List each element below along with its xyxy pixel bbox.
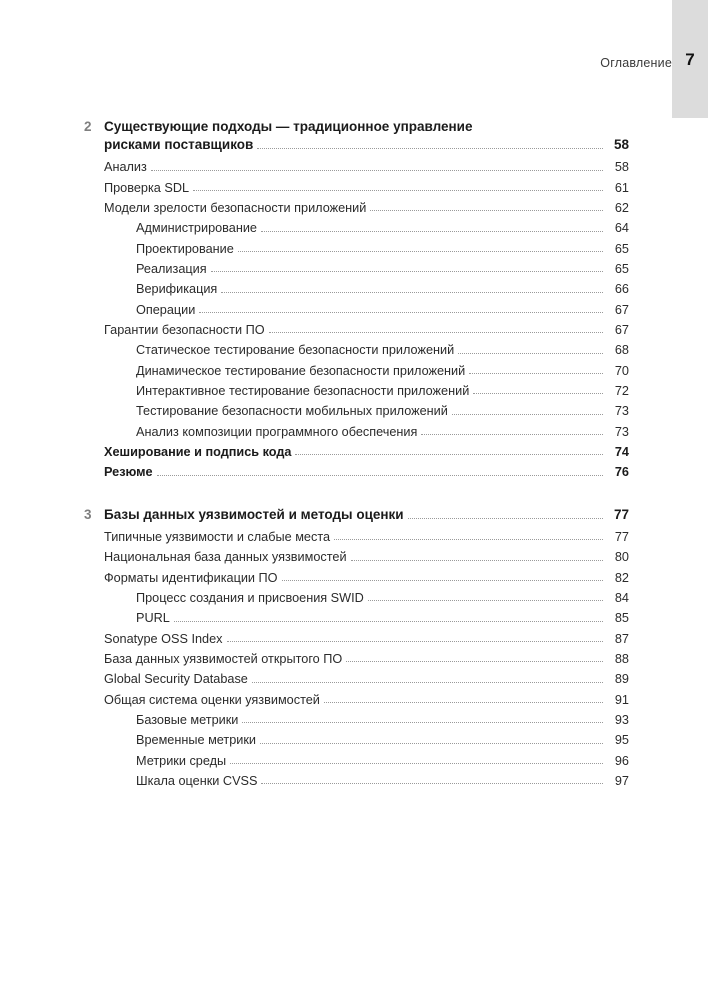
toc-entry-label: Метрики среды [136, 753, 227, 768]
toc-entry-label: Национальная база данных уязвимостей [104, 550, 347, 565]
leader-dots [295, 453, 603, 455]
toc-entry-page: 72 [614, 384, 629, 399]
leader-dots [261, 230, 603, 232]
toc-entry-page: 66 [614, 282, 629, 297]
leader-dots [238, 250, 603, 252]
toc-entry[interactable] [104, 551, 629, 564]
toc-entry[interactable] [104, 694, 629, 707]
toc-entry-label: Общая система оценки уязвимостей [104, 692, 320, 707]
toc-entry[interactable] [104, 182, 629, 195]
toc-entry-page: 61 [614, 180, 629, 195]
chapter-page: 77 [613, 506, 629, 522]
leader-dots [269, 331, 603, 333]
toc-entry[interactable] [104, 161, 629, 174]
chapter-number: 3 [84, 506, 92, 522]
leader-dots [452, 413, 603, 415]
chapter-title: Существующие подходы — традиционное управление [104, 119, 473, 134]
toc-entry-page: 64 [614, 221, 629, 236]
toc-entry-page: 74 [614, 445, 629, 460]
leader-dots [211, 270, 603, 272]
table-of-contents [84, 118, 629, 795]
toc-entry-label: Форматы идентификации ПО [104, 570, 278, 585]
leader-dots [151, 169, 603, 171]
toc-entry-page: 96 [614, 753, 629, 768]
leader-dots [261, 782, 603, 784]
leader-dots [346, 660, 603, 662]
leader-dots [282, 579, 603, 581]
toc-entry[interactable] [136, 283, 629, 296]
toc-entry-label: Интерактивное тестирование безопасности приложений [136, 384, 470, 399]
leader-dots [334, 538, 603, 540]
toc-entry[interactable] [104, 653, 629, 666]
leader-dots [469, 372, 603, 374]
toc-entry-label: Типичные уязвимости и слабые места [104, 529, 331, 544]
toc-entry-label: Процесс создания и присвоения SWID [136, 590, 364, 605]
leader-dots [221, 291, 603, 293]
toc-entry[interactable] [104, 673, 629, 686]
leader-dots [257, 147, 603, 149]
toc-entry-page: 67 [614, 323, 629, 338]
leader-dots [193, 189, 603, 191]
toc-entry-page: 80 [614, 550, 629, 565]
toc-entry-page: 91 [614, 692, 629, 707]
header-running-title [600, 56, 672, 70]
chapter-title-row [104, 506, 629, 524]
toc-entry-page: 87 [614, 631, 629, 646]
toc-entry-label: Хеширование и подпись кода [104, 445, 292, 460]
toc-entry-page: 67 [614, 302, 629, 317]
toc-entry-label: Операции [136, 302, 196, 317]
toc-entry-label: Верификация [136, 282, 218, 297]
chapter-block [84, 118, 629, 480]
leader-dots [242, 721, 603, 723]
toc-entry-label: Sonatype OSS Index [104, 631, 223, 646]
leader-dots [252, 681, 603, 683]
toc-entry[interactable] [104, 324, 629, 337]
toc-entry-page: 68 [614, 343, 629, 358]
leader-dots [174, 620, 603, 622]
toc-entry[interactable] [104, 531, 629, 544]
toc-entry-page: 58 [614, 160, 629, 175]
toc-entry-label: База данных уязвимостей открытого ПО [104, 651, 343, 666]
page-number: 7 [685, 50, 695, 69]
toc-entry[interactable] [136, 243, 629, 256]
leader-dots [324, 701, 603, 703]
leader-dots [199, 311, 603, 313]
leader-dots [458, 352, 603, 354]
toc-entry[interactable] [136, 714, 629, 727]
toc-entry[interactable] [136, 426, 629, 439]
toc-entry-label: Реализация [136, 262, 207, 277]
toc-entry[interactable] [104, 202, 629, 215]
toc-entry-page: 97 [614, 773, 629, 788]
leader-dots [408, 517, 603, 519]
toc-entry-label: Проектирование [136, 241, 234, 256]
toc-entry[interactable] [136, 612, 629, 625]
toc-entry-label: Анализ композиции программного обеспечения [136, 424, 418, 439]
toc-entry-page: 76 [614, 465, 629, 480]
toc-entry-label: Global Security Database [104, 672, 248, 687]
toc-entry-label: PURL [136, 611, 170, 626]
chapter-title-continuation [104, 136, 629, 154]
toc-entry[interactable] [136, 304, 629, 317]
toc-entry-page: 73 [614, 424, 629, 439]
toc-entry[interactable] [136, 344, 629, 357]
leader-dots [351, 559, 603, 561]
toc-entry[interactable] [104, 466, 629, 479]
toc-entry[interactable] [104, 446, 629, 459]
toc-entry-label: Шкала оценки CVSS [136, 773, 258, 788]
toc-entry[interactable] [136, 365, 629, 378]
toc-entry-label: Модели зрелости безопасности приложений [104, 201, 367, 216]
toc-entry-label: Гарантии безопасности ПО [104, 323, 265, 338]
leader-dots [227, 640, 604, 642]
toc-entry[interactable] [136, 592, 629, 605]
toc-entry-page: 70 [614, 363, 629, 378]
toc-entry-page: 82 [614, 570, 629, 585]
toc-entry[interactable] [104, 633, 629, 646]
leader-dots [421, 433, 603, 435]
toc-entry-page: 88 [614, 651, 629, 666]
toc-entry-page: 95 [614, 733, 629, 748]
toc-entry-page: 65 [614, 262, 629, 277]
toc-entry-page: 77 [614, 529, 629, 544]
toc-entry[interactable] [136, 405, 629, 418]
leader-dots [473, 392, 603, 394]
toc-entry-page: 85 [614, 611, 629, 626]
toc-entry-label: Анализ [104, 160, 147, 175]
toc-entry-label: Динамическое тестирование безопасности приложений [136, 363, 466, 378]
leader-dots [157, 474, 603, 476]
toc-entry-label: Резюме [104, 465, 153, 480]
leader-dots [230, 762, 603, 764]
toc-entry-label: Тестирование безопасности мобильных приложений [136, 404, 448, 419]
leader-dots [370, 209, 603, 211]
toc-entry-page: 73 [614, 404, 629, 419]
toc-entry[interactable] [136, 775, 629, 788]
chapter-page: 58 [613, 137, 629, 153]
toc-entry-label: Базовые метрики [136, 712, 239, 727]
leader-dots [260, 742, 603, 744]
chapter-heading[interactable] [84, 118, 629, 154]
toc-entry-label: Временные метрики [136, 733, 257, 748]
chapter-title: Базы данных уязвимостей и методы оценки [104, 506, 404, 522]
toc-entry[interactable] [136, 734, 629, 747]
toc-entry-page: 65 [614, 241, 629, 256]
toc-entry-page: 84 [614, 590, 629, 605]
toc-entry-label: Проверка SDL [104, 180, 190, 195]
toc-entry-page: 93 [614, 712, 629, 727]
toc-entry[interactable] [136, 755, 629, 768]
toc-entry[interactable] [136, 385, 629, 398]
page-number-box [672, 0, 708, 118]
toc-entry[interactable] [104, 572, 629, 585]
header-title: Оглавление [600, 56, 672, 70]
toc-entry[interactable] [136, 222, 629, 235]
toc-entry[interactable] [136, 263, 629, 276]
leader-dots [368, 599, 603, 601]
toc-entry-label: Администрирование [136, 221, 257, 236]
chapter-title-line2: рисками поставщиков [104, 137, 254, 153]
toc-entry-label: Статическое тестирование безопасности приложений [136, 343, 455, 358]
toc-entry-page: 62 [614, 201, 629, 216]
chapter-heading[interactable] [84, 506, 629, 524]
toc-entry-page: 89 [614, 672, 629, 687]
chapter-block [84, 506, 629, 788]
chapter-number: 2 [84, 119, 92, 134]
